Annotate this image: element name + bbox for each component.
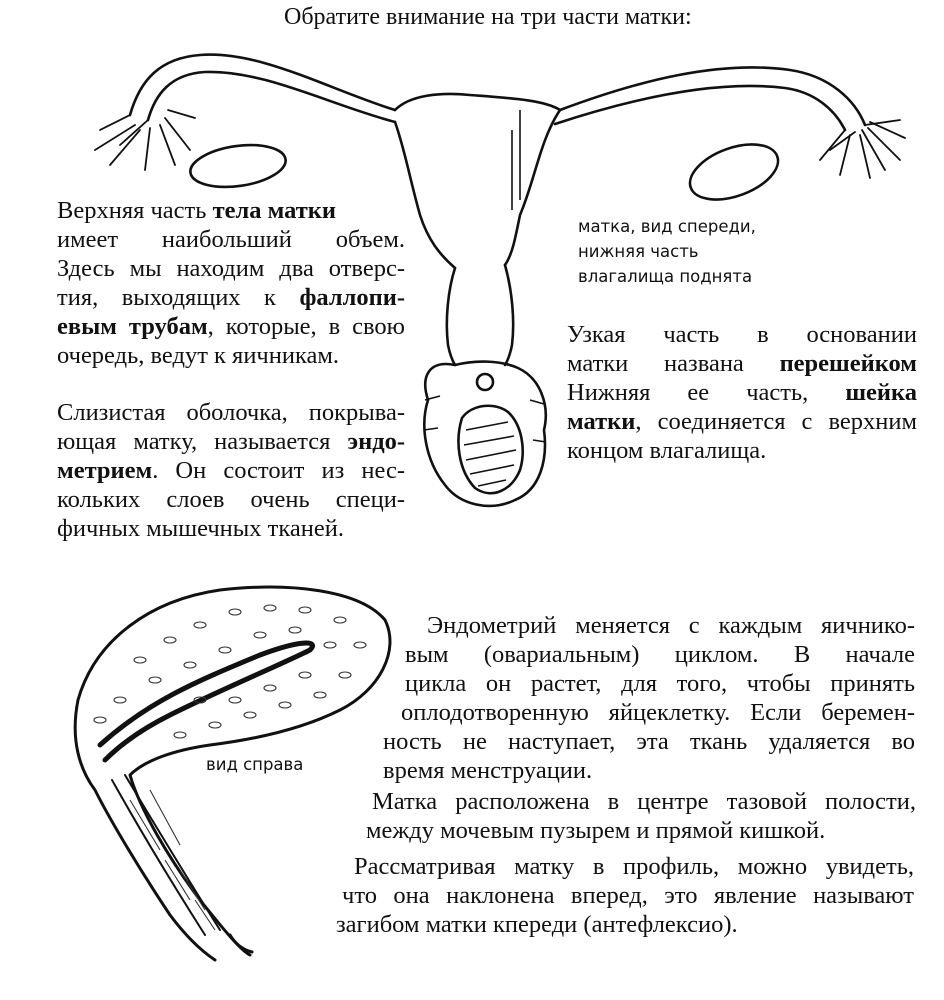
text-line: фичных мышечных тканей. [57, 515, 344, 542]
text-line: кольких слоев очень специ- [57, 486, 405, 513]
front-caption-line: влагалища поднята [578, 267, 753, 286]
paragraph-endometrium [57, 398, 405, 543]
term-cervix: шейка [845, 379, 917, 406]
text-line: матки названа перешейком [567, 350, 917, 377]
text-line: ность не наступает, эта ткань удаляется во [383, 728, 915, 755]
paragraph-uterus-body [57, 196, 405, 370]
text-line: евым трубам, которые, в свою [57, 313, 405, 340]
term-fallopian-tubes: фаллопи- [299, 284, 405, 311]
text-line: тия, выходящих к фаллопи- [57, 284, 405, 311]
text-line: цикла он растет, для того, чтобы принять [405, 670, 915, 697]
text-line: Здесь мы находим два отверс- [57, 255, 405, 282]
term-endometrium: метрием [57, 457, 153, 484]
text-line: концом влагалища. [567, 437, 767, 464]
text-line: вым (овариальным) циклом. В начале [405, 641, 915, 668]
front-view-caption [578, 214, 756, 289]
text-line: ющая матку, называется эндо- [57, 428, 405, 455]
term-uterus-body: тела матки [212, 197, 337, 224]
side-view-caption: вид справа [206, 755, 304, 774]
text-line: Узкая часть в основании [567, 321, 917, 348]
paragraph-isthmus [567, 320, 917, 465]
text-line: время менструации. [383, 757, 593, 784]
text-line: очередь, ведут к яичникам. [57, 342, 340, 369]
text-line: Рассматривая матку в профиль, можно увидеть, [354, 853, 914, 880]
text-line: Слизистая оболочка, покрыва- [57, 399, 405, 426]
term-cervix: матки [567, 408, 636, 435]
text-line: Матка расположена в центре тазовой полости, [372, 788, 916, 815]
front-caption-line: нижняя часть [578, 242, 699, 261]
text-line: между мочевым пузырем и прямой кишкой. [366, 817, 826, 844]
text-line: загибом матки кпереди (антефлексио). [336, 911, 738, 938]
page-title: Обратите внимание на три части матки: [284, 4, 692, 30]
paragraph-endometrium-cycle [383, 611, 915, 785]
text-line: что она наклонена вперед, это явление называют [342, 882, 914, 909]
front-caption-line: матка, вид спереди, [578, 217, 756, 236]
text-line: Эндометрий меняется с каждым яичнико- [427, 612, 915, 639]
text-line: оплодотворенную яйцеклетку. Если беремен- [401, 699, 915, 726]
text-line: Нижняя ее часть, шейка [567, 379, 917, 406]
text-line: Верхняя часть тела матки [57, 197, 337, 224]
term-isthmus: перешейком [779, 350, 917, 377]
text-line: имеет наибольший объем. [57, 226, 405, 253]
text-line: матки, соединяется с верхним [567, 408, 917, 435]
paragraph-anteflexion [336, 852, 914, 939]
term-fallopian-tubes: евым трубам [57, 313, 208, 340]
paragraph-location [366, 787, 916, 845]
text-line: метрием. Он состоит из нес- [57, 457, 405, 484]
term-endometrium: эндо- [347, 428, 405, 455]
